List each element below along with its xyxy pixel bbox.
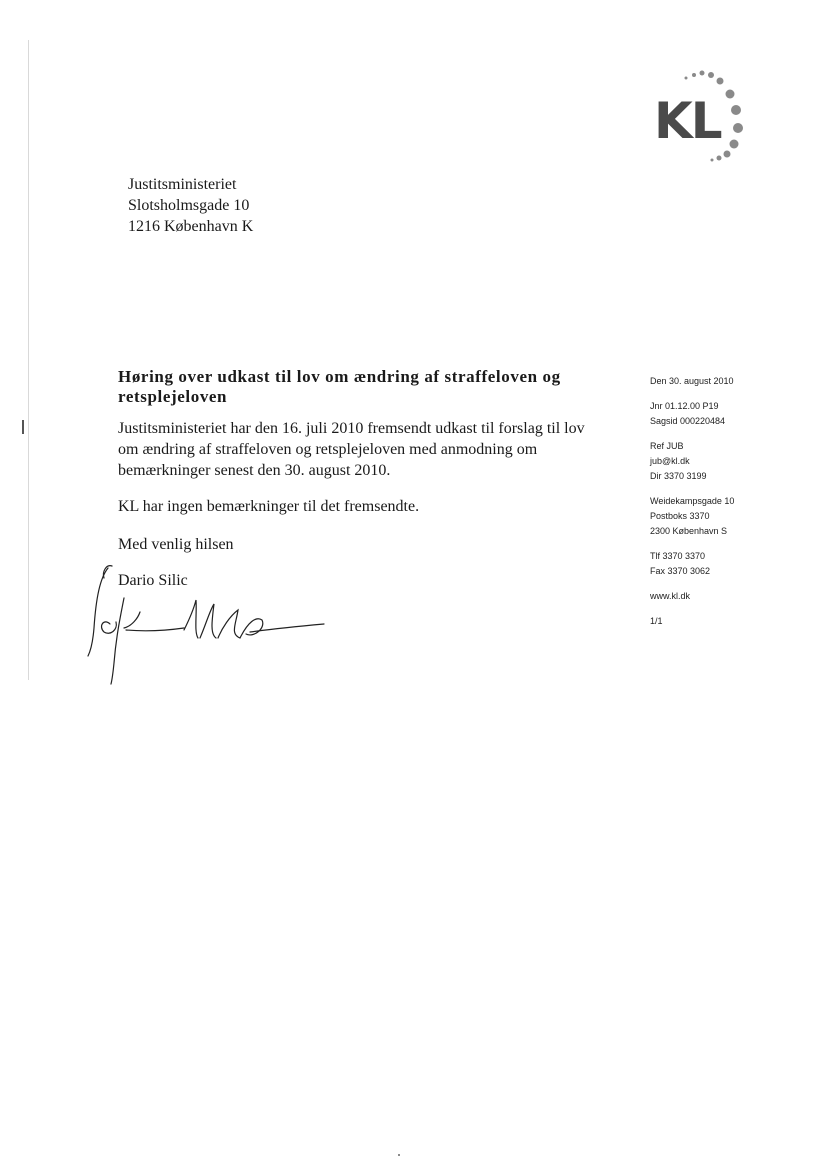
recipient-address <box>128 174 253 237</box>
letter-subject: Høring over udkast til lov om ændring af straffeloven og retsplejeloven <box>118 367 561 406</box>
website: www.kl.dk <box>650 591 691 601</box>
closing-salutation: Med venlig hilsen <box>118 536 234 553</box>
sender-street: Weidekampsgade 10 <box>650 496 735 506</box>
recipient-street: Slotsholmsgade 10 <box>128 197 250 214</box>
reference: Ref JUB <box>650 441 684 451</box>
scan-mark <box>22 420 24 434</box>
recipient-name: Justitsministeriet <box>128 176 237 193</box>
case-id: Sagsid 000220484 <box>650 416 726 426</box>
phone-number: Tlf 3370 3370 <box>650 551 706 561</box>
direct-phone: Dir 3370 3199 <box>650 471 707 481</box>
body-paragraph-1: Justitsministeriet har den 16. juli 2010 fremsendt udkast til forslag til lov om ændring af straffeloven og retsplejeloven med anmodning om bemærkninger senest den 30. august 2010. <box>118 420 585 479</box>
letter-date: Den 30. august 2010 <box>650 376 734 386</box>
kl-logo <box>648 66 756 170</box>
sender-info-sidebar <box>650 374 820 629</box>
sender-city: 2300 København S <box>650 526 728 536</box>
fax-number: Fax 3370 3062 <box>650 566 711 576</box>
sender-postbox: Postboks 3370 <box>650 511 710 521</box>
logo-text: KL <box>654 92 721 150</box>
body-paragraph-2: KL har ingen bemærkninger til det fremsendte. <box>118 498 420 515</box>
scan-speck <box>398 1154 400 1156</box>
page-number: 1/1 <box>650 616 663 626</box>
recipient-city: 1216 København K <box>128 218 254 235</box>
journal-number: Jnr 01.12.00 P19 <box>650 401 719 411</box>
scan-edge-line <box>28 40 29 680</box>
sender-email: jub@kl.dk <box>650 456 690 466</box>
signer-name: Dario Silic <box>118 572 188 589</box>
